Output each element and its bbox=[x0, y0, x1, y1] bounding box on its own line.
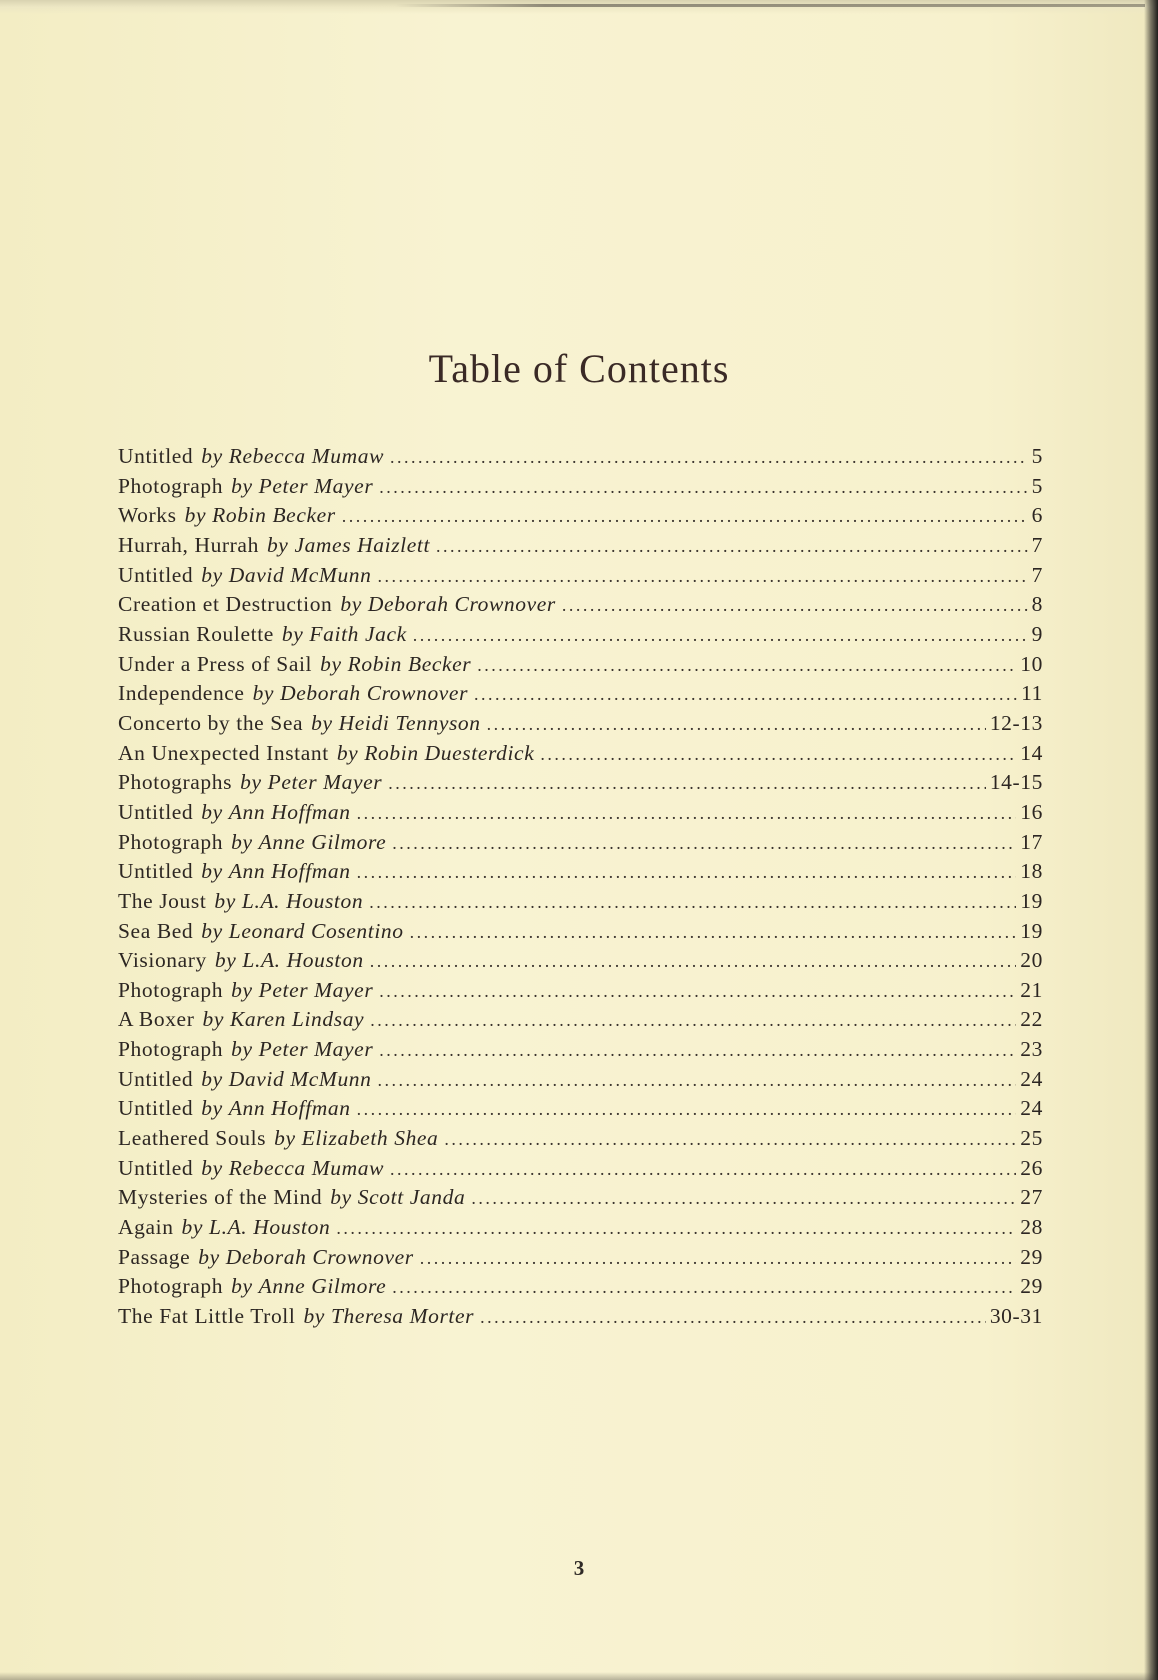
dot-leader bbox=[487, 714, 986, 735]
entry-by: by bbox=[231, 1274, 253, 1299]
entry-page: 18 bbox=[1020, 859, 1043, 884]
dot-leader bbox=[444, 1129, 1016, 1150]
entry-by: by bbox=[340, 592, 362, 617]
entry-by: by bbox=[201, 799, 223, 824]
dot-leader bbox=[388, 773, 986, 794]
toc-entry bbox=[118, 652, 1043, 682]
entry-by: by bbox=[320, 651, 342, 676]
entry-by: by bbox=[231, 473, 253, 498]
entry-author: Deborah Crownover bbox=[280, 681, 469, 706]
top-binding-line bbox=[395, 4, 1145, 7]
entry-author: Peter Mayer bbox=[258, 473, 374, 498]
dot-leader bbox=[357, 1099, 1017, 1120]
entry-title: Untitled bbox=[118, 1096, 194, 1121]
entry-title: Photographs bbox=[118, 770, 233, 795]
entry-author: Deborah Crownover bbox=[367, 592, 556, 617]
entry-by: by bbox=[274, 1126, 296, 1151]
page-bottom-edge bbox=[0, 1672, 1158, 1680]
entry-title: Hurrah, Hurrah bbox=[118, 532, 259, 557]
entry-title: Independence bbox=[118, 681, 245, 706]
toc-entry bbox=[118, 1096, 1043, 1126]
page-right-edge-shadow bbox=[1144, 0, 1158, 1680]
entry-title: Untitled bbox=[118, 1066, 194, 1091]
toc-entry bbox=[118, 1215, 1043, 1245]
entry-author: Faith Jack bbox=[309, 621, 407, 646]
entry-by: by bbox=[181, 1215, 204, 1240]
toc-entry bbox=[118, 889, 1043, 919]
entry-by: by bbox=[231, 1037, 253, 1062]
dot-leader bbox=[480, 1307, 986, 1328]
entry-author: Rebecca Mumaw bbox=[228, 444, 385, 468]
entry-by: by bbox=[201, 444, 223, 468]
dot-leader bbox=[378, 1070, 1017, 1091]
entry-title: Passage bbox=[118, 1244, 191, 1269]
entry-title: Photograph bbox=[118, 473, 224, 498]
toc-entry bbox=[118, 1304, 1043, 1334]
dot-leader bbox=[357, 803, 1017, 824]
entry-author: Robin Becker bbox=[347, 651, 472, 676]
entry-page: 30-31 bbox=[989, 1304, 1043, 1329]
dot-leader bbox=[336, 1218, 1016, 1239]
entry-author: Peter Mayer bbox=[258, 1037, 374, 1062]
entry-author: Scott Janda bbox=[357, 1185, 466, 1210]
toc-entry bbox=[118, 770, 1043, 800]
entry-title: Russian Roulette bbox=[118, 621, 274, 646]
entry-by: by bbox=[281, 621, 304, 646]
entry-page: 17 bbox=[1020, 829, 1043, 854]
dot-leader bbox=[540, 744, 1016, 765]
entry-page: 5 bbox=[1031, 444, 1043, 468]
dot-leader bbox=[471, 1188, 1016, 1209]
toc-entry bbox=[118, 444, 1043, 474]
table-of-contents bbox=[118, 444, 1043, 1334]
toc-entry bbox=[118, 1245, 1043, 1275]
dot-leader bbox=[413, 625, 1028, 646]
entry-author: Peter Mayer bbox=[267, 770, 383, 795]
entry-by: by bbox=[266, 532, 289, 557]
entry-by: by bbox=[201, 859, 223, 884]
entry-title: The Fat Little Troll bbox=[118, 1304, 296, 1329]
entry-by: by bbox=[330, 1185, 352, 1210]
entry-page: 29 bbox=[1020, 1244, 1043, 1269]
dot-leader bbox=[342, 506, 1028, 527]
entry-by: by bbox=[252, 681, 275, 706]
toc-entry bbox=[118, 1037, 1043, 1067]
entry-page: 28 bbox=[1020, 1215, 1043, 1240]
entry-title: A Boxer bbox=[118, 1007, 195, 1032]
dot-leader bbox=[390, 1159, 1016, 1180]
toc-entry bbox=[118, 563, 1043, 593]
dot-leader bbox=[477, 655, 1016, 676]
entry-page: 19 bbox=[1020, 888, 1043, 913]
dot-leader bbox=[370, 1010, 1016, 1031]
page-title: Table of Contents bbox=[428, 346, 730, 391]
entry-title: Untitled bbox=[118, 799, 194, 824]
dot-leader bbox=[390, 447, 1028, 468]
entry-author: James Haizlett bbox=[294, 532, 431, 557]
entry-author: Robin Becker bbox=[212, 503, 336, 528]
entry-author: Heidi Tennyson bbox=[338, 710, 481, 735]
entry-author: Ann Hoffman bbox=[228, 799, 351, 824]
entry-title: Leathered Souls bbox=[118, 1126, 267, 1151]
entry-page: 20 bbox=[1020, 948, 1043, 973]
entry-title: Sea Bed bbox=[118, 918, 194, 943]
entry-author: Theresa Morter bbox=[330, 1304, 475, 1329]
dot-leader bbox=[357, 862, 1017, 883]
entry-title: The Joust bbox=[118, 888, 207, 913]
dot-leader bbox=[379, 1040, 1016, 1061]
toc-entry bbox=[118, 741, 1043, 771]
entry-page: 24 bbox=[1020, 1096, 1043, 1121]
entry-title: Untitled bbox=[118, 1155, 194, 1180]
entry-title: Photograph bbox=[118, 1274, 224, 1299]
entry-page: 29 bbox=[1020, 1274, 1043, 1299]
entry-by: by bbox=[311, 710, 333, 735]
entry-page: 6 bbox=[1031, 503, 1043, 528]
toc-entry bbox=[118, 978, 1043, 1008]
dot-leader bbox=[474, 684, 1017, 705]
entry-title: Concerto by the Sea bbox=[118, 710, 304, 735]
entry-page: 26 bbox=[1020, 1155, 1043, 1180]
toc-entry bbox=[118, 1185, 1043, 1215]
entry-page: 12-13 bbox=[989, 710, 1043, 735]
toc-entry bbox=[118, 503, 1043, 533]
dot-leader bbox=[369, 892, 1016, 913]
toc-entry bbox=[118, 859, 1043, 889]
toc-entry bbox=[118, 1274, 1043, 1304]
entry-page: 14-15 bbox=[989, 770, 1043, 795]
entry-author: Anne Gilmore bbox=[258, 829, 387, 854]
entry-author: L.A. Houston bbox=[242, 948, 364, 973]
entry-title: Creation et Destruction bbox=[118, 592, 333, 617]
entry-by: by bbox=[336, 740, 359, 765]
dot-leader bbox=[379, 477, 1027, 498]
entry-page: 8 bbox=[1031, 592, 1043, 617]
page-number: 3 bbox=[573, 1556, 585, 1580]
entry-title: Visionary bbox=[118, 948, 207, 973]
entry-author: L.A. Houston bbox=[241, 888, 364, 913]
dot-leader bbox=[392, 1277, 1016, 1298]
entry-author: David McMunn bbox=[228, 1066, 372, 1091]
toc-entry bbox=[118, 948, 1043, 978]
entry-author: Ann Hoffman bbox=[228, 859, 351, 884]
toc-entry bbox=[118, 711, 1043, 741]
entry-by: by bbox=[201, 1066, 223, 1091]
entry-author: Deborah Crownover bbox=[225, 1244, 414, 1269]
entry-page: 24 bbox=[1020, 1066, 1043, 1091]
entry-author: Karen Lindsay bbox=[229, 1007, 365, 1032]
entry-page: 11 bbox=[1021, 681, 1043, 706]
dot-leader bbox=[410, 922, 1017, 943]
entry-author: Robin Duesterdick bbox=[364, 740, 535, 765]
entry-title: Photograph bbox=[118, 977, 224, 1002]
entry-page: 16 bbox=[1020, 799, 1043, 824]
entry-page: 27 bbox=[1020, 1185, 1043, 1210]
entry-author: Rebecca Mumaw bbox=[228, 1155, 385, 1180]
entry-title: Again bbox=[118, 1215, 174, 1240]
entry-author: Anne Gilmore bbox=[258, 1274, 387, 1299]
entry-page: 25 bbox=[1020, 1126, 1043, 1151]
entry-by: by bbox=[202, 1007, 224, 1032]
entry-page: 22 bbox=[1020, 1007, 1043, 1032]
entry-page: 19 bbox=[1020, 918, 1043, 943]
toc-entry bbox=[118, 681, 1043, 711]
entry-title: Untitled bbox=[118, 562, 194, 587]
entry-by: by bbox=[214, 948, 237, 973]
entry-page: 14 bbox=[1020, 740, 1043, 765]
page-top-edge bbox=[0, 0, 1158, 14]
entry-author: Ann Hoffman bbox=[228, 1096, 351, 1121]
toc-entry bbox=[118, 622, 1043, 652]
entry-page: 23 bbox=[1020, 1037, 1043, 1062]
toc-entry bbox=[118, 800, 1043, 830]
entry-title: An Unexpected Instant bbox=[118, 740, 329, 765]
entry-by: by bbox=[231, 977, 253, 1002]
toc-entry bbox=[118, 474, 1043, 504]
toc-entry bbox=[118, 1067, 1043, 1097]
dot-leader bbox=[562, 595, 1028, 616]
entry-page: 7 bbox=[1031, 562, 1043, 587]
entry-page: 5 bbox=[1031, 473, 1043, 498]
entry-title: Mysteries of the Mind bbox=[118, 1185, 323, 1210]
dot-leader bbox=[379, 981, 1016, 1002]
toc-entry bbox=[118, 592, 1043, 622]
entry-title: Photograph bbox=[118, 829, 224, 854]
entry-author: Leonard Cosentino bbox=[228, 918, 404, 943]
entry-by: by bbox=[240, 770, 262, 795]
entry-by: by bbox=[198, 1244, 220, 1269]
entry-page: 9 bbox=[1031, 621, 1043, 646]
dot-leader bbox=[370, 951, 1017, 972]
entry-page: 7 bbox=[1031, 532, 1043, 557]
entry-title: Works bbox=[118, 503, 177, 528]
entry-by: by bbox=[201, 562, 223, 587]
entry-page: 10 bbox=[1020, 651, 1043, 676]
entry-title: Untitled bbox=[118, 859, 194, 884]
dot-leader bbox=[420, 1248, 1017, 1269]
entry-by: by bbox=[184, 503, 207, 528]
dot-leader bbox=[392, 833, 1016, 854]
toc-entry bbox=[118, 1126, 1043, 1156]
entry-by: by bbox=[201, 1096, 223, 1121]
entry-by: by bbox=[201, 918, 223, 943]
entry-by: by bbox=[231, 829, 253, 854]
toc-entry bbox=[118, 919, 1043, 949]
entry-by: by bbox=[201, 1155, 223, 1180]
entry-by: by bbox=[303, 1304, 325, 1329]
entry-author: L.A. Houston bbox=[209, 1215, 331, 1240]
dot-leader bbox=[378, 566, 1028, 587]
entry-title: Photograph bbox=[118, 1037, 224, 1062]
dot-leader bbox=[436, 536, 1028, 557]
entry-author: Elizabeth Shea bbox=[301, 1126, 439, 1151]
entry-author: David McMunn bbox=[228, 562, 372, 587]
entry-page: 21 bbox=[1020, 977, 1043, 1002]
entry-title: Under a Press of Sail bbox=[118, 651, 313, 676]
entry-by: by bbox=[214, 888, 236, 913]
toc-entry bbox=[118, 830, 1043, 860]
toc-entry bbox=[118, 533, 1043, 563]
toc-entry bbox=[118, 1007, 1043, 1037]
entry-author: Peter Mayer bbox=[258, 977, 374, 1002]
entry-title: Untitled bbox=[118, 444, 194, 468]
toc-entry bbox=[118, 1156, 1043, 1186]
